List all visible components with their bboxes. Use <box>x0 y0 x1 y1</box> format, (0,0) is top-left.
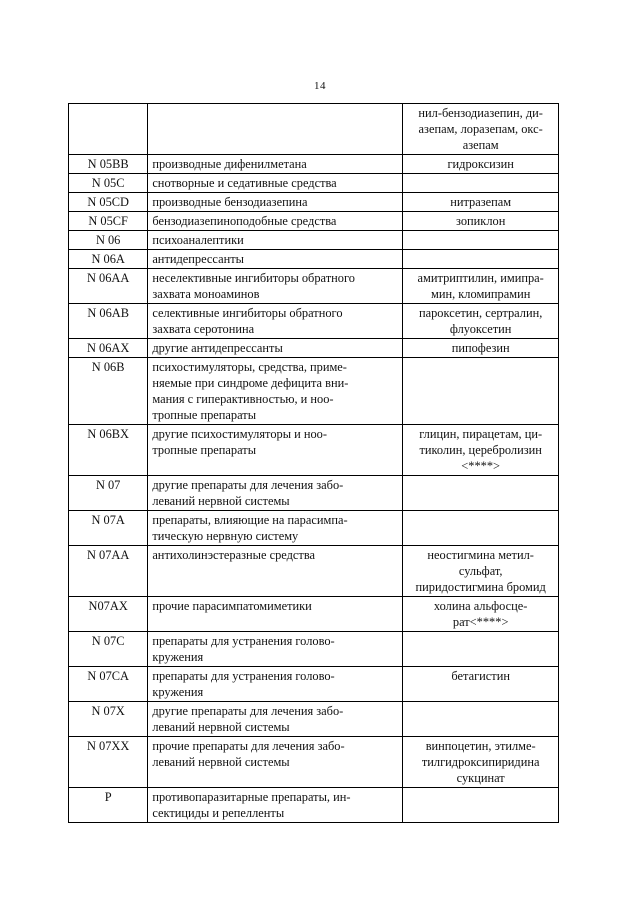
atc-code-cell: P <box>69 788 148 823</box>
atc-code-cell <box>69 104 148 155</box>
atc-code-cell: N 07AA <box>69 546 148 597</box>
atc-code-cell: N 06BX <box>69 425 148 476</box>
group-name-cell: другие препараты для лечения забо- леваний нервной системы <box>148 702 403 737</box>
atc-code-cell: N 05CD <box>69 193 148 212</box>
group-name-cell: другие психостимуляторы и ноо- тропные препараты <box>148 425 403 476</box>
drug-name-cell: зопиклон <box>403 212 559 231</box>
table-row <box>69 702 559 737</box>
table-row <box>69 250 559 269</box>
atc-code-cell: N 06AB <box>69 304 148 339</box>
drug-classification-table <box>68 103 559 823</box>
drug-name-cell: холина альфосце- рат<****> <box>403 597 559 632</box>
drug-name-cell: пипофезин <box>403 339 559 358</box>
table-row <box>69 174 559 193</box>
drug-name-cell: амитриптилин, имипра- мин, кломипрамин <box>403 269 559 304</box>
group-name-cell: препараты для устранения голово- кружения <box>148 667 403 702</box>
drug-name-cell <box>403 632 559 667</box>
table-row <box>69 425 559 476</box>
table-row <box>69 155 559 174</box>
table-row <box>69 212 559 231</box>
drug-name-cell <box>403 511 559 546</box>
atc-code-cell: N 06AA <box>69 269 148 304</box>
group-name-cell: препараты для устранения голово- кружения <box>148 632 403 667</box>
group-name-cell <box>148 104 403 155</box>
group-name-cell: снотворные и седативные средства <box>148 174 403 193</box>
atc-code-cell: N 05BB <box>69 155 148 174</box>
table-row <box>69 339 559 358</box>
group-name-cell: антидепрессанты <box>148 250 403 269</box>
drug-name-cell: нитразепам <box>403 193 559 212</box>
drug-name-cell <box>403 788 559 823</box>
atc-code-cell: N 07 <box>69 476 148 511</box>
drug-name-cell: гидроксизин <box>403 155 559 174</box>
atc-code-cell: N07AX <box>69 597 148 632</box>
group-name-cell: антихолинэстеразные средства <box>148 546 403 597</box>
group-name-cell: производные дифенилметана <box>148 155 403 174</box>
table-row <box>69 476 559 511</box>
group-name-cell: противопаразитарные препараты, ин- сектициды и репелленты <box>148 788 403 823</box>
table-row <box>69 632 559 667</box>
table-body <box>69 104 559 823</box>
atc-code-cell: N 07CA <box>69 667 148 702</box>
drug-name-cell: пароксетин, сертралин, флуоксетин <box>403 304 559 339</box>
group-name-cell: прочие препараты для лечения забо- леваний нервной системы <box>148 737 403 788</box>
table-row <box>69 737 559 788</box>
drug-name-cell <box>403 174 559 193</box>
table-row <box>69 231 559 250</box>
table-row <box>69 358 559 425</box>
group-name-cell: препараты, влияющие на парасимпа- тическую нервную систему <box>148 511 403 546</box>
group-name-cell: бензодиазепиноподобные средства <box>148 212 403 231</box>
atc-code-cell: N 06B <box>69 358 148 425</box>
atc-code-cell: N 06A <box>69 250 148 269</box>
table-row <box>69 269 559 304</box>
drug-name-cell: глицин, пирацетам, ци- тиколин, церебролизин <****> <box>403 425 559 476</box>
group-name-cell: другие препараты для лечения забо- леваний нервной системы <box>148 476 403 511</box>
group-name-cell: прочие парасимпатомиметики <box>148 597 403 632</box>
group-name-cell: психоаналептики <box>148 231 403 250</box>
atc-code-cell: N 07C <box>69 632 148 667</box>
drug-name-cell <box>403 250 559 269</box>
group-name-cell: другие антидепрессанты <box>148 339 403 358</box>
atc-code-cell: N 05CF <box>69 212 148 231</box>
table-row <box>69 597 559 632</box>
table-row <box>69 304 559 339</box>
atc-code-cell: N 07X <box>69 702 148 737</box>
group-name-cell: психостимуляторы, средства, приме- няемые при синдроме дефицита вни- мания с гиперактивностью, и ноо- тропные препараты <box>148 358 403 425</box>
group-name-cell: производные бензодиазепина <box>148 193 403 212</box>
drug-name-cell <box>403 702 559 737</box>
drug-name-cell: нил-бензодиазепин, ди- азепам, лоразепам, окс- азепам <box>403 104 559 155</box>
atc-code-cell: N 07XX <box>69 737 148 788</box>
table-row <box>69 193 559 212</box>
table-row <box>69 546 559 597</box>
atc-code-cell: N 06AX <box>69 339 148 358</box>
table-row <box>69 104 559 155</box>
table-row <box>69 511 559 546</box>
drug-name-cell <box>403 231 559 250</box>
table-row <box>69 788 559 823</box>
atc-code-cell: N 05C <box>69 174 148 193</box>
group-name-cell: неселективные ингибиторы обратного захвата моноаминов <box>148 269 403 304</box>
atc-code-cell: N 06 <box>69 231 148 250</box>
drug-name-cell: бетагистин <box>403 667 559 702</box>
table-row <box>69 667 559 702</box>
atc-code-cell: N 07A <box>69 511 148 546</box>
drug-name-cell: винпоцетин, этилме- тилгидроксипиридина сукцинат <box>403 737 559 788</box>
drug-name-cell <box>403 358 559 425</box>
group-name-cell: селективные ингибиторы обратного захвата серотонина <box>148 304 403 339</box>
drug-name-cell <box>403 476 559 511</box>
page-number: 14 <box>314 80 326 92</box>
drug-name-cell: неостигмина метил- сульфат, пиридостигмина бромид <box>403 546 559 597</box>
